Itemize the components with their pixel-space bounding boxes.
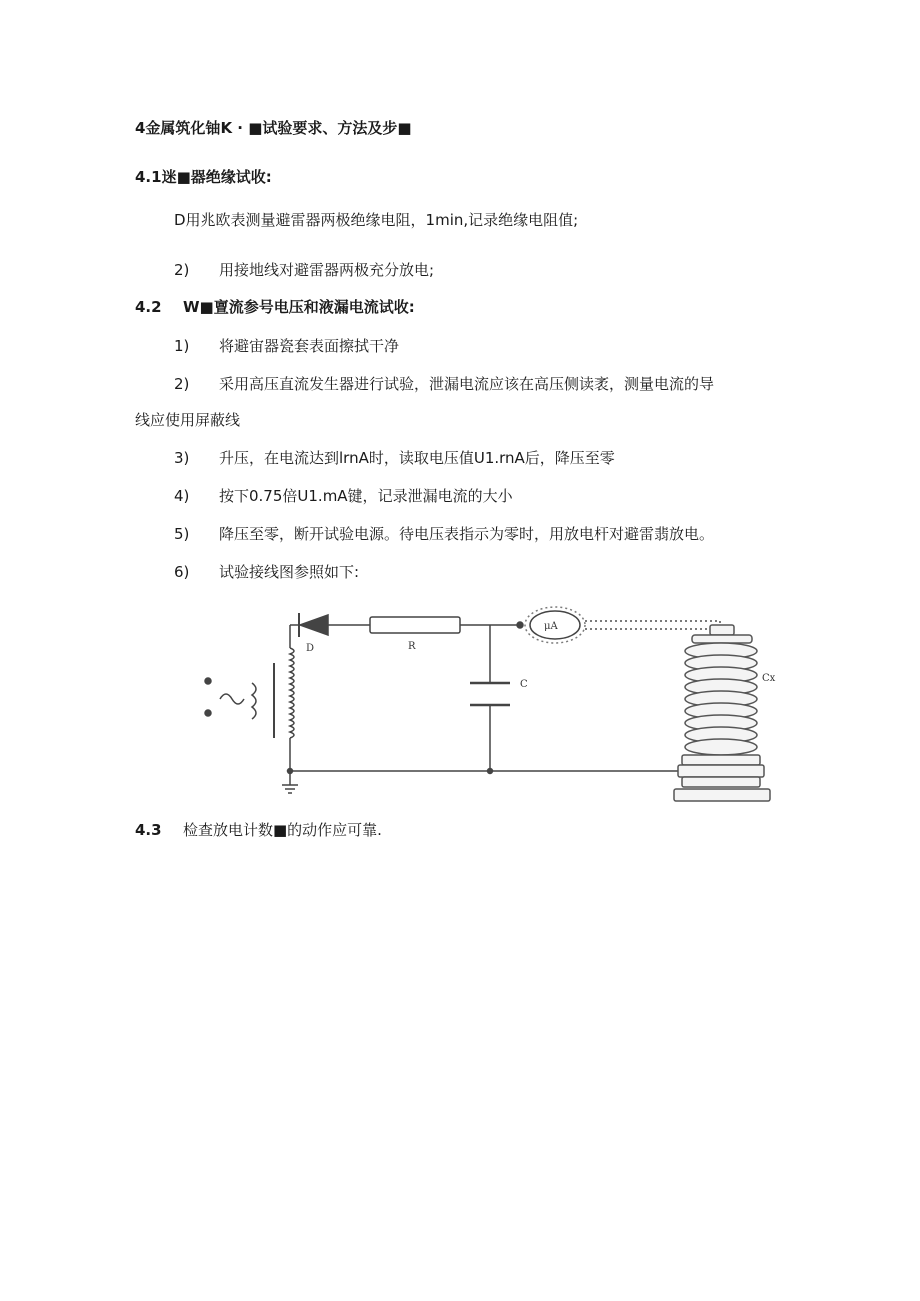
ac-source-icon (220, 694, 244, 704)
list-item (174, 562, 359, 582)
section-number: 4.2 (135, 298, 162, 316)
list-text: 升压，在电流达到lrnA时，读取电压值U1.rnA后，降压至零 (219, 449, 615, 467)
section-heading: 4金属筑化铀K · ■试验要求、方法及步■ (135, 119, 412, 137)
list-number: 1) (174, 337, 190, 355)
section-4-1-title: 4.1迷■器绝缘试收: (135, 168, 272, 186)
diode-icon (300, 615, 328, 635)
list-item (174, 260, 434, 280)
list-text: 采用高压直流发生器进行试验，泄漏电流应该在高压侧读袤，测量电流的导 (219, 375, 715, 393)
resistor-label: R (408, 641, 416, 652)
list-item (174, 336, 399, 356)
list-item-continuation: 线应使用屏蔽线 (135, 411, 241, 429)
list-item (174, 374, 714, 394)
section-4-2-title (135, 297, 415, 317)
list-number: 2) (174, 261, 190, 279)
meter-label: μA (544, 621, 558, 632)
list-text: 降压至零，断开试验电源。待电压表指示为零时，用放电杆对避雷翡放电。 (219, 525, 715, 543)
specimen-label: Cx (762, 673, 776, 684)
capacitor-label: C (520, 679, 528, 690)
list-number: 3) (174, 449, 190, 467)
list-text: 将避宙器瓷套表面擦拭干净 (219, 337, 400, 355)
wiring-diagram (200, 603, 785, 808)
section-4-3 (135, 820, 382, 840)
source-terminal-icon (205, 710, 211, 716)
resistor-icon (370, 617, 460, 633)
list-item (174, 486, 513, 506)
list-number: 5) (174, 525, 190, 543)
list-number: 2) (174, 375, 190, 393)
list-number: 6) (174, 563, 190, 581)
section-text: 检查放电计数■的动作应可靠. (183, 821, 382, 839)
list-number: 4) (174, 487, 190, 505)
list-text: 试验接线图参照如下: (219, 563, 360, 581)
list-item (174, 448, 615, 468)
arrester-specimen-icon (674, 625, 770, 801)
list-text: 用接地线对避雷器两极充分放电; (219, 261, 435, 279)
section-title-text: W■亶流参号电压和液漏电流试收: (183, 298, 415, 316)
source-terminal-icon (205, 678, 211, 684)
list-text: 按下0.75倍U1.mA键，记录泄漏电流的大小 (219, 487, 513, 505)
transformer-coil-icon (290, 648, 294, 738)
diode-label: D (306, 643, 315, 654)
list-item (174, 524, 714, 544)
section-number: 4.3 (135, 821, 162, 839)
list-item: D用兆欧表测量避雷器两极绝缘电阻，1min,记录绝缘电阻值; (174, 211, 579, 229)
